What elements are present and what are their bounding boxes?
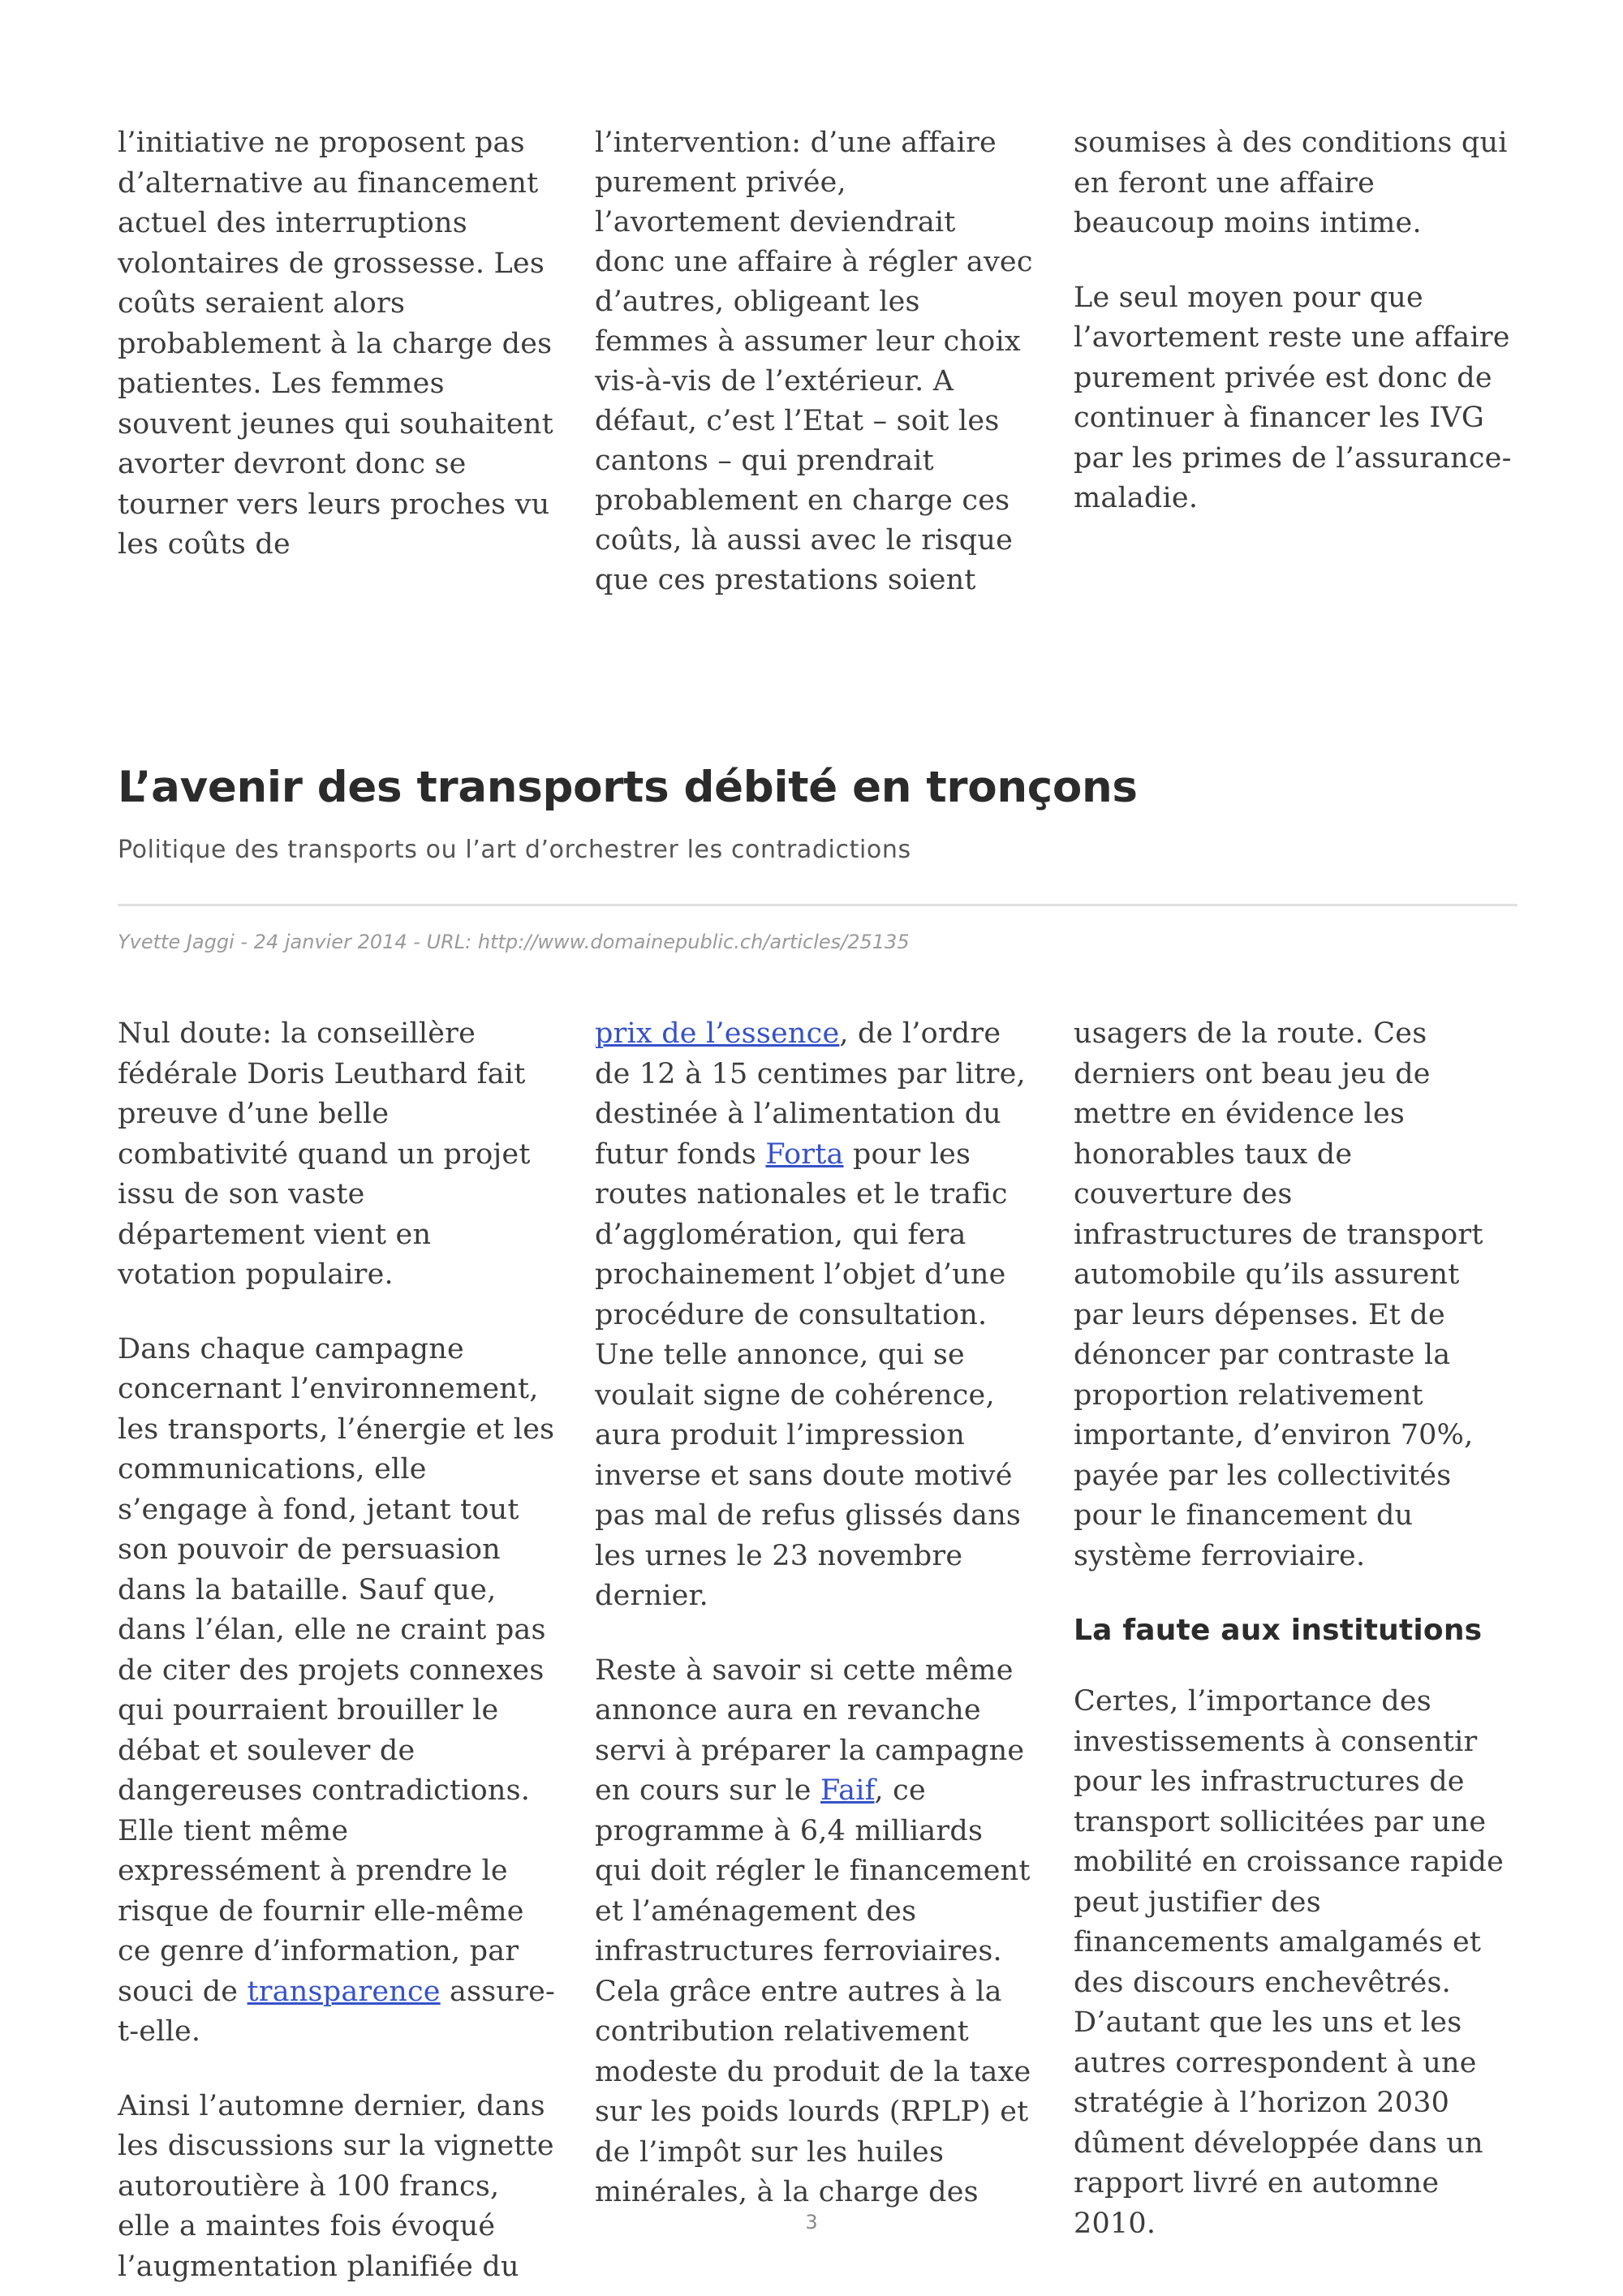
article-column-2: [595, 1014, 1033, 2213]
article-paragraph: Ainsi l’automne dernier, dans les discussions sur la vignette autoroutière à 100 francs, elle a maintes fois évoqué l’augmentation planifiée du: [118, 2089, 554, 2283]
article-paragraph: [595, 1014, 1033, 1617]
article-byline: Yvette Jaggi - 24 janvier 2014 - URL: http://www.domainepublic.ch/articles/25135: [118, 931, 910, 953]
previous-article-paragraph: soumises à des conditions qui en feront une affaire beaucoup moins intime.: [1074, 127, 1508, 239]
paragraph-text: assure-t-elle.: [118, 1975, 556, 2048]
article-paragraph: Nul doute: la conseillère fédérale Doris Leuthard fait preuve d’une belle combativité quand un projet issu de son vaste département vient en votation populaire.: [118, 1017, 531, 1291]
article-paragraph: Certes, l’importance des investissements à consentir pour les infrastructures de transport sollicitées par une mobilité en croissance rapide peut justifier des financements amalgamés et des discours enchevêtrés. D’autant que les uns et les autres correspondent à une stratégie à l’horizon 2030 dûment développée dans un rapport livré en automne 2010.: [1074, 1685, 1505, 2240]
previous-article-column-3: [1074, 123, 1512, 519]
previous-article-paragraph: l’initiative ne proposent pas d’alternative au financement actuel des interruptions volontaires de grossesse. Les coûts seraient alors probablement à la charge des patientes. Les femmes souvent jeunes qui souhaitent avorter devront donc se tourner vers leurs proches vu les coûts de: [118, 127, 553, 561]
paragraph-text: Dans chaque campagne concernant l’environnement, les transports, l’énergie et les communications, elle s’engage à fond, jetant tout son pouvoir de persuasion dans la bataille. Sauf que, dans l’élan, elle ne craint pas de citer des projets connexes qui pourraient brouiller le débat et soulever de dangereuses contradictions. Elle tient même expressément à prendre le risque de fournir elle-même ce genre d’information, par souci de: [118, 1332, 555, 2008]
paragraph-text: , ce programme à 6,4 milliards qui doit régler le financement et l’aménagement des infrastructures ferroviaires. Cela grâce entre autres à la contribution relativement modeste du produit de la taxe sur les poids lourds (RPLP) et de l’impôt sur les huiles minérales, à la charge des: [595, 1774, 1031, 2208]
faif-link[interactable]: Faif: [820, 1774, 875, 1807]
previous-article-column-2: [595, 123, 1033, 600]
article-subtitle: Politique des transports ou l’art d’orchestrer les contradictions: [118, 836, 911, 864]
prix-essence-link[interactable]: prix de l’essence: [595, 1017, 840, 1050]
article-paragraph: [118, 1330, 556, 2053]
forta-link[interactable]: Forta: [765, 1137, 844, 1171]
previous-article-paragraph: l’intervention: d’une affaire purement privée, l’avortement deviendrait donc une affaire à régler avec d’autres, obligeant les femmes à assumer leur choix vis-à-vis de l’extérieur. A défaut, c’est l’Etat – soit les cantons – qui prendrait probablement en charge ces coûts, là aussi avec le risque que ces prestations soient: [595, 127, 1033, 596]
article-column-3: [1074, 1014, 1512, 2244]
section-heading: La faute aux institutions: [1074, 1614, 1483, 1647]
header-divider: [118, 904, 1518, 906]
paragraph-text: pour les routes nationales et le trafic d’agglomération, qui fera prochainement l’objet d’une procédure de consultation. Une telle annonce, qui se voulait signe de cohérence, aura produit l’impression inverse et sans doute motivé pas mal de refus glissés dans les urnes le 23 novembre dernier.: [595, 1137, 1022, 1612]
page-number: 3: [805, 2211, 818, 2234]
paragraph-text: , de l’ordre de 12 à 15 centimes par litre, destinée à l’alimentation du futur fonds: [595, 1017, 1026, 1171]
transparence-link[interactable]: transparence: [247, 1975, 441, 2008]
previous-article-column-1: [118, 123, 556, 565]
article-column-1: [118, 1014, 556, 2287]
article-paragraph: usagers de la route. Ces derniers ont beau jeu de mettre en évidence les honorables taux de couverture des infrastructures de transport automobile qu’ils assurent par leurs dépenses. Et de dénoncer par contraste la proportion relativement importante, d’environ 70%, payée par les collectivités pour le financement du système ferroviaire.: [1074, 1017, 1483, 1572]
article-paragraph: [595, 1651, 1033, 2213]
article-title: L’avenir des transports débité en tronçons: [118, 763, 1138, 812]
previous-article-paragraph: Le seul moyen pour que l’avortement reste une affaire purement privée est donc de continuer à financer les IVG par les primes de l’assurance-maladie.: [1074, 281, 1512, 514]
paragraph-text: Reste à savoir si cette même annonce aura en revanche servi à préparer la campagne en cours sur le: [595, 1653, 1025, 1807]
